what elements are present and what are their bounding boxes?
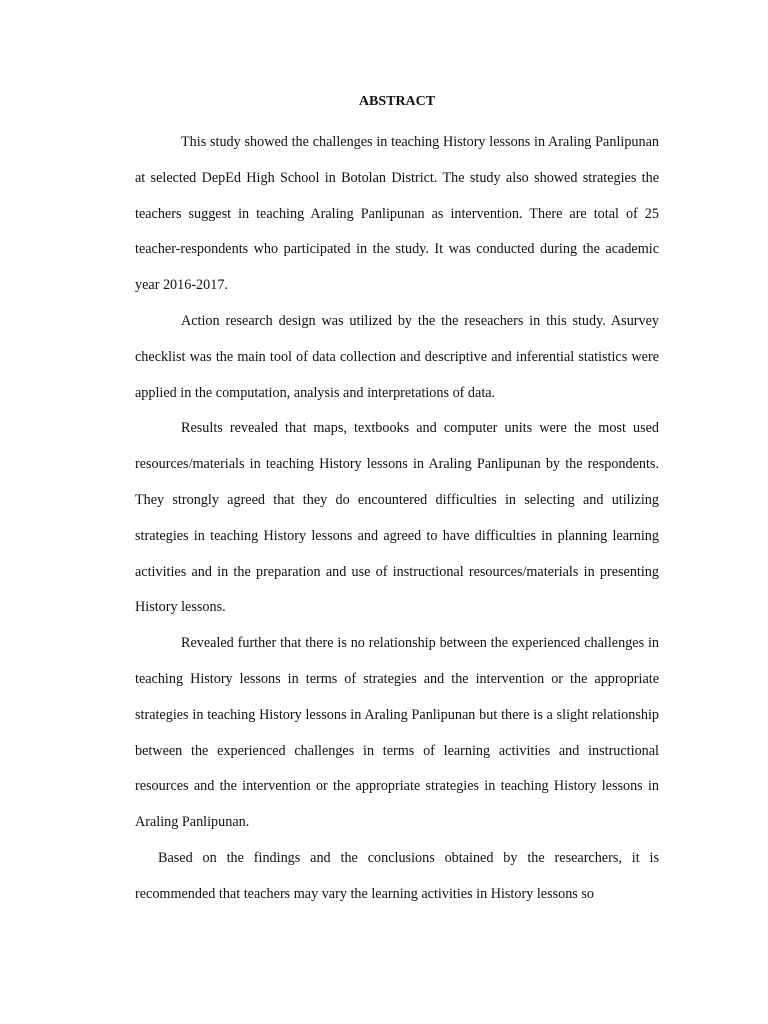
- paragraph-recommendations: Based on the findings and the conclusions obtained by the researchers, it is recommended that teachers may vary the learning activities in History lessons so: [135, 849, 659, 902]
- paragraph-results: Results revealed that maps, textbooks and computer units were the most used resources/materials in teaching History lessons in Araling Panlipunan by the respondents. They strongly agreed that they do encountered difficulties in selecting and utilizing strategies in teaching History lessons and agreed to have difficulties in planning learning activities and in the preparation and use of instructional resources/materials in presenting History lessons.: [135, 420, 659, 616]
- abstract-section: [135, 91, 659, 913]
- paragraph-research-design: Action research design was utilized by the the reseachers in this study. Asurvey checklist was the main tool of data collection and descriptive and inferential statistics were applied in the computation, analysis and interpretations of data.: [135, 312, 659, 401]
- paragraph-relationship-findings: Revealed further that there is no relationship between the experienced challenges in teaching History lessons in terms of strategies and the intervention or the appropriate strategies in teaching History lessons in Araling Panlipunan but there is a slight relationship between the experienced challenges in terms of learning activities and instructional resources and the intervention or the appropriate strategies in teaching History lessons in Araling Panlipunan.: [135, 635, 659, 831]
- paragraph-study-overview: This study showed the challenges in teaching History lessons in Araling Panlipunan at selected DepEd High School in Botolan District. The study also showed strategies the teachers suggest in teaching Araling Panlipunan as intervention. There are total of 25 teacher-respondents who participated in the study. It was conducted during the academic year 2016-2017.: [135, 134, 659, 294]
- abstract-title: ABSTRACT: [358, 94, 436, 109]
